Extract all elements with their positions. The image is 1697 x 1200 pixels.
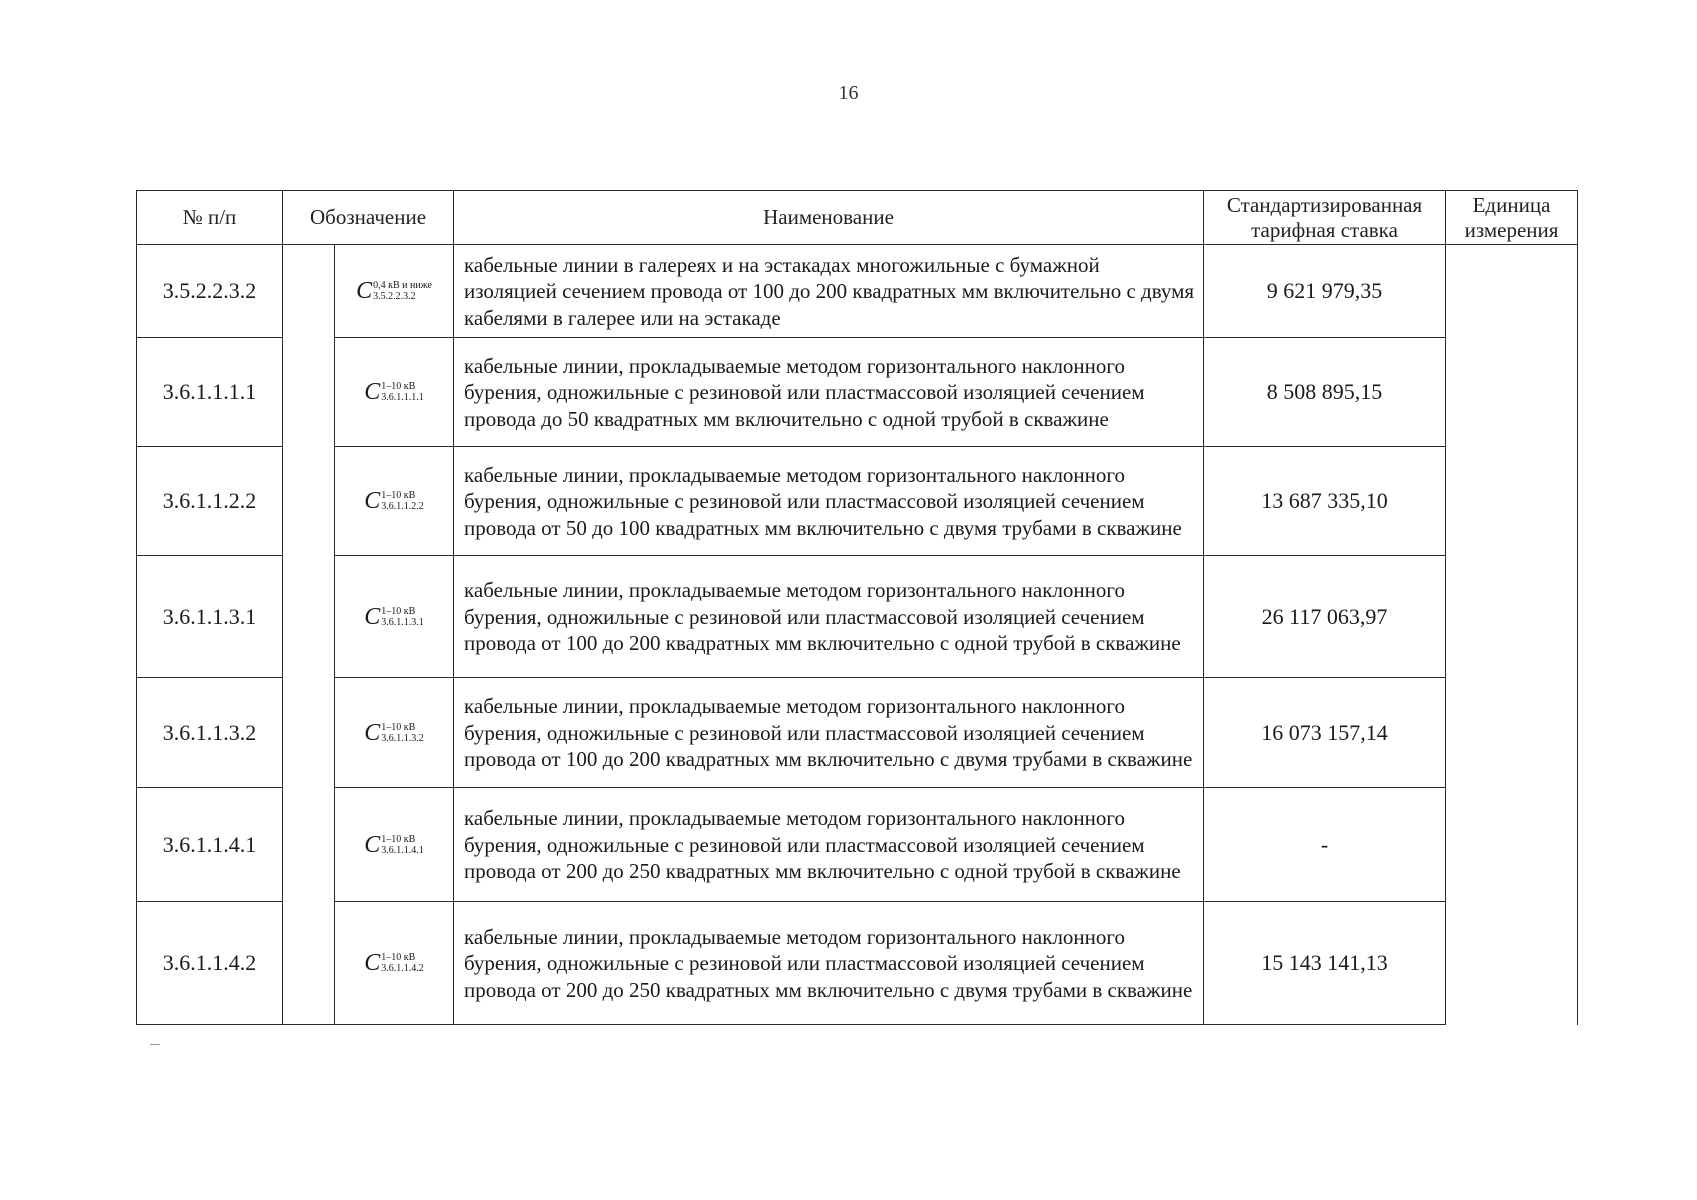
item-description: кабельные линии в галереях и на эстакадах многожильные с бумажной изоляцией сечением провода от 100 до 200 квадратных мм включительно с двумя кабелями в галерее или на эстакаде <box>454 245 1204 338</box>
symbol-subscript: 3.5.2.2.3.2 <box>373 291 416 302</box>
symbol-superscript: 1–10 кВ <box>381 605 416 617</box>
row-number: 3.6.1.1.4.2 <box>137 902 283 1025</box>
tariff-rate: - <box>1204 788 1446 902</box>
symbol-letter: C <box>364 379 381 405</box>
symbol-subscript: 3.6.1.1.4.2 <box>381 963 424 974</box>
row-number: 3.6.1.1.3.1 <box>137 556 283 678</box>
symbol-subscript: 3.6.1.1.3.1 <box>381 616 424 628</box>
symbol-superscript: 1–10 кВ <box>381 952 416 963</box>
symbol-letter: C <box>364 950 381 976</box>
tariff-rate: 13 687 335,10 <box>1204 447 1446 556</box>
table-row <box>137 245 1578 338</box>
designation-symbol <box>335 678 454 788</box>
tariff-rate: 16 073 157,14 <box>1204 678 1446 788</box>
symbol-subscript: 3.6.1.1.3.2 <box>381 732 424 744</box>
designation-spacer <box>283 447 335 556</box>
designation-spacer <box>283 556 335 678</box>
symbol-subscript: 3.6.1.1.2.2 <box>381 501 424 512</box>
designation-symbol <box>335 338 454 447</box>
item-description: кабельные линии, прокладываемые методом горизонтального наклонного бурения, одножильные с резиновой или пластмассовой изоляцией сечением провода от 100 до 200 квадратных мм включительно с двумя трубами в скважине <box>454 678 1204 788</box>
unit-cell <box>1446 902 1578 1025</box>
table-body <box>137 245 1578 1025</box>
item-description: кабельные линии, прокладываемые методом горизонтального наклонного бурения, одножильные с резиновой или пластмассовой изоляцией сечением провода от 100 до 200 квадратных мм включительно с одной трубой в скважине <box>454 556 1204 678</box>
row-number: 3.5.2.2.3.2 <box>137 245 283 338</box>
designation-symbol <box>335 902 454 1025</box>
table-header-row <box>137 191 1578 245</box>
item-description: кабельные линии, прокладываемые методом горизонтального наклонного бурения, одножильные с резиновой или пластмассовой изоляцией сечением провода от 200 до 250 квадратных мм включительно с одной трубой в скважине <box>454 788 1204 902</box>
tariff-rate: 26 117 063,97 <box>1204 556 1446 678</box>
table-row <box>137 678 1578 788</box>
unit-cell <box>1446 788 1578 902</box>
symbol-superscript: 1–10 кВ <box>381 721 416 733</box>
designation-spacer <box>283 902 335 1025</box>
tariff-rate: 15 143 141,13 <box>1204 902 1446 1025</box>
item-description: кабельные линии, прокладываемые методом горизонтального наклонного бурения, одножильные с резиновой или пластмассовой изоляцией сечением провода до 50 квадратных мм включительно с одной трубой в скважине <box>454 338 1204 447</box>
table-row <box>137 556 1578 678</box>
symbol-letter: C <box>364 719 381 746</box>
header-designation: Обозначение <box>283 191 454 245</box>
symbol-subscript: 3.6.1.1.4.1 <box>381 844 424 856</box>
designation-spacer <box>283 788 335 902</box>
row-number: 3.6.1.1.4.1 <box>137 788 283 902</box>
symbol-letter: C <box>364 603 381 630</box>
scan-artifact <box>150 1044 160 1045</box>
symbol-subscript: 3.6.1.1.1.1 <box>381 392 424 403</box>
unit-cell <box>1446 556 1578 678</box>
symbol-superscript: 0,4 кВ и ниже <box>373 280 432 291</box>
symbol-superscript: 1–10 кВ <box>381 833 416 845</box>
unit-cell <box>1446 678 1578 788</box>
row-number: 3.6.1.1.1.1 <box>137 338 283 447</box>
symbol-superscript: 1–10 кВ <box>381 381 416 392</box>
header-rate: Стандартизированная тарифная ставка <box>1204 191 1446 245</box>
table-row <box>137 338 1578 447</box>
header-unit: Единица измерения <box>1446 191 1578 245</box>
header-num: № п/п <box>137 191 283 245</box>
item-description: кабельные линии, прокладываемые методом горизонтального наклонного бурения, одножильные с резиновой или пластмассовой изоляцией сечением провода от 50 до 100 квадратных мм включительно с двумя трубами в скважине <box>454 447 1204 556</box>
designation-spacer <box>283 245 335 338</box>
designation-symbol <box>335 245 454 338</box>
header-name: Наименование <box>454 191 1204 245</box>
designation-symbol <box>335 556 454 678</box>
unit-cell <box>1446 245 1578 338</box>
designation-symbol <box>335 447 454 556</box>
table-row <box>137 447 1578 556</box>
row-number: 3.6.1.1.3.2 <box>137 678 283 788</box>
unit-cell <box>1446 447 1578 556</box>
table-row <box>137 902 1578 1025</box>
tariff-table <box>136 190 1578 1025</box>
row-number: 3.6.1.1.2.2 <box>137 447 283 556</box>
item-description: кабельные линии, прокладываемые методом горизонтального наклонного бурения, одножильные с резиновой или пластмассовой изоляцией сечением провода от 200 до 250 квадратных мм включительно с двумя трубами в скважине <box>454 902 1204 1025</box>
designation-spacer <box>283 338 335 447</box>
tariff-rate: 8 508 895,15 <box>1204 338 1446 447</box>
designation-spacer <box>283 678 335 788</box>
symbol-superscript: 1–10 кВ <box>381 490 416 501</box>
symbol-letter: C <box>364 488 381 514</box>
symbol-letter: C <box>364 831 381 858</box>
tariff-rate: 9 621 979,35 <box>1204 245 1446 338</box>
table-row <box>137 788 1578 902</box>
page-number: 16 <box>838 82 859 104</box>
designation-symbol <box>335 788 454 902</box>
unit-cell <box>1446 338 1578 447</box>
symbol-letter: C <box>356 278 373 304</box>
